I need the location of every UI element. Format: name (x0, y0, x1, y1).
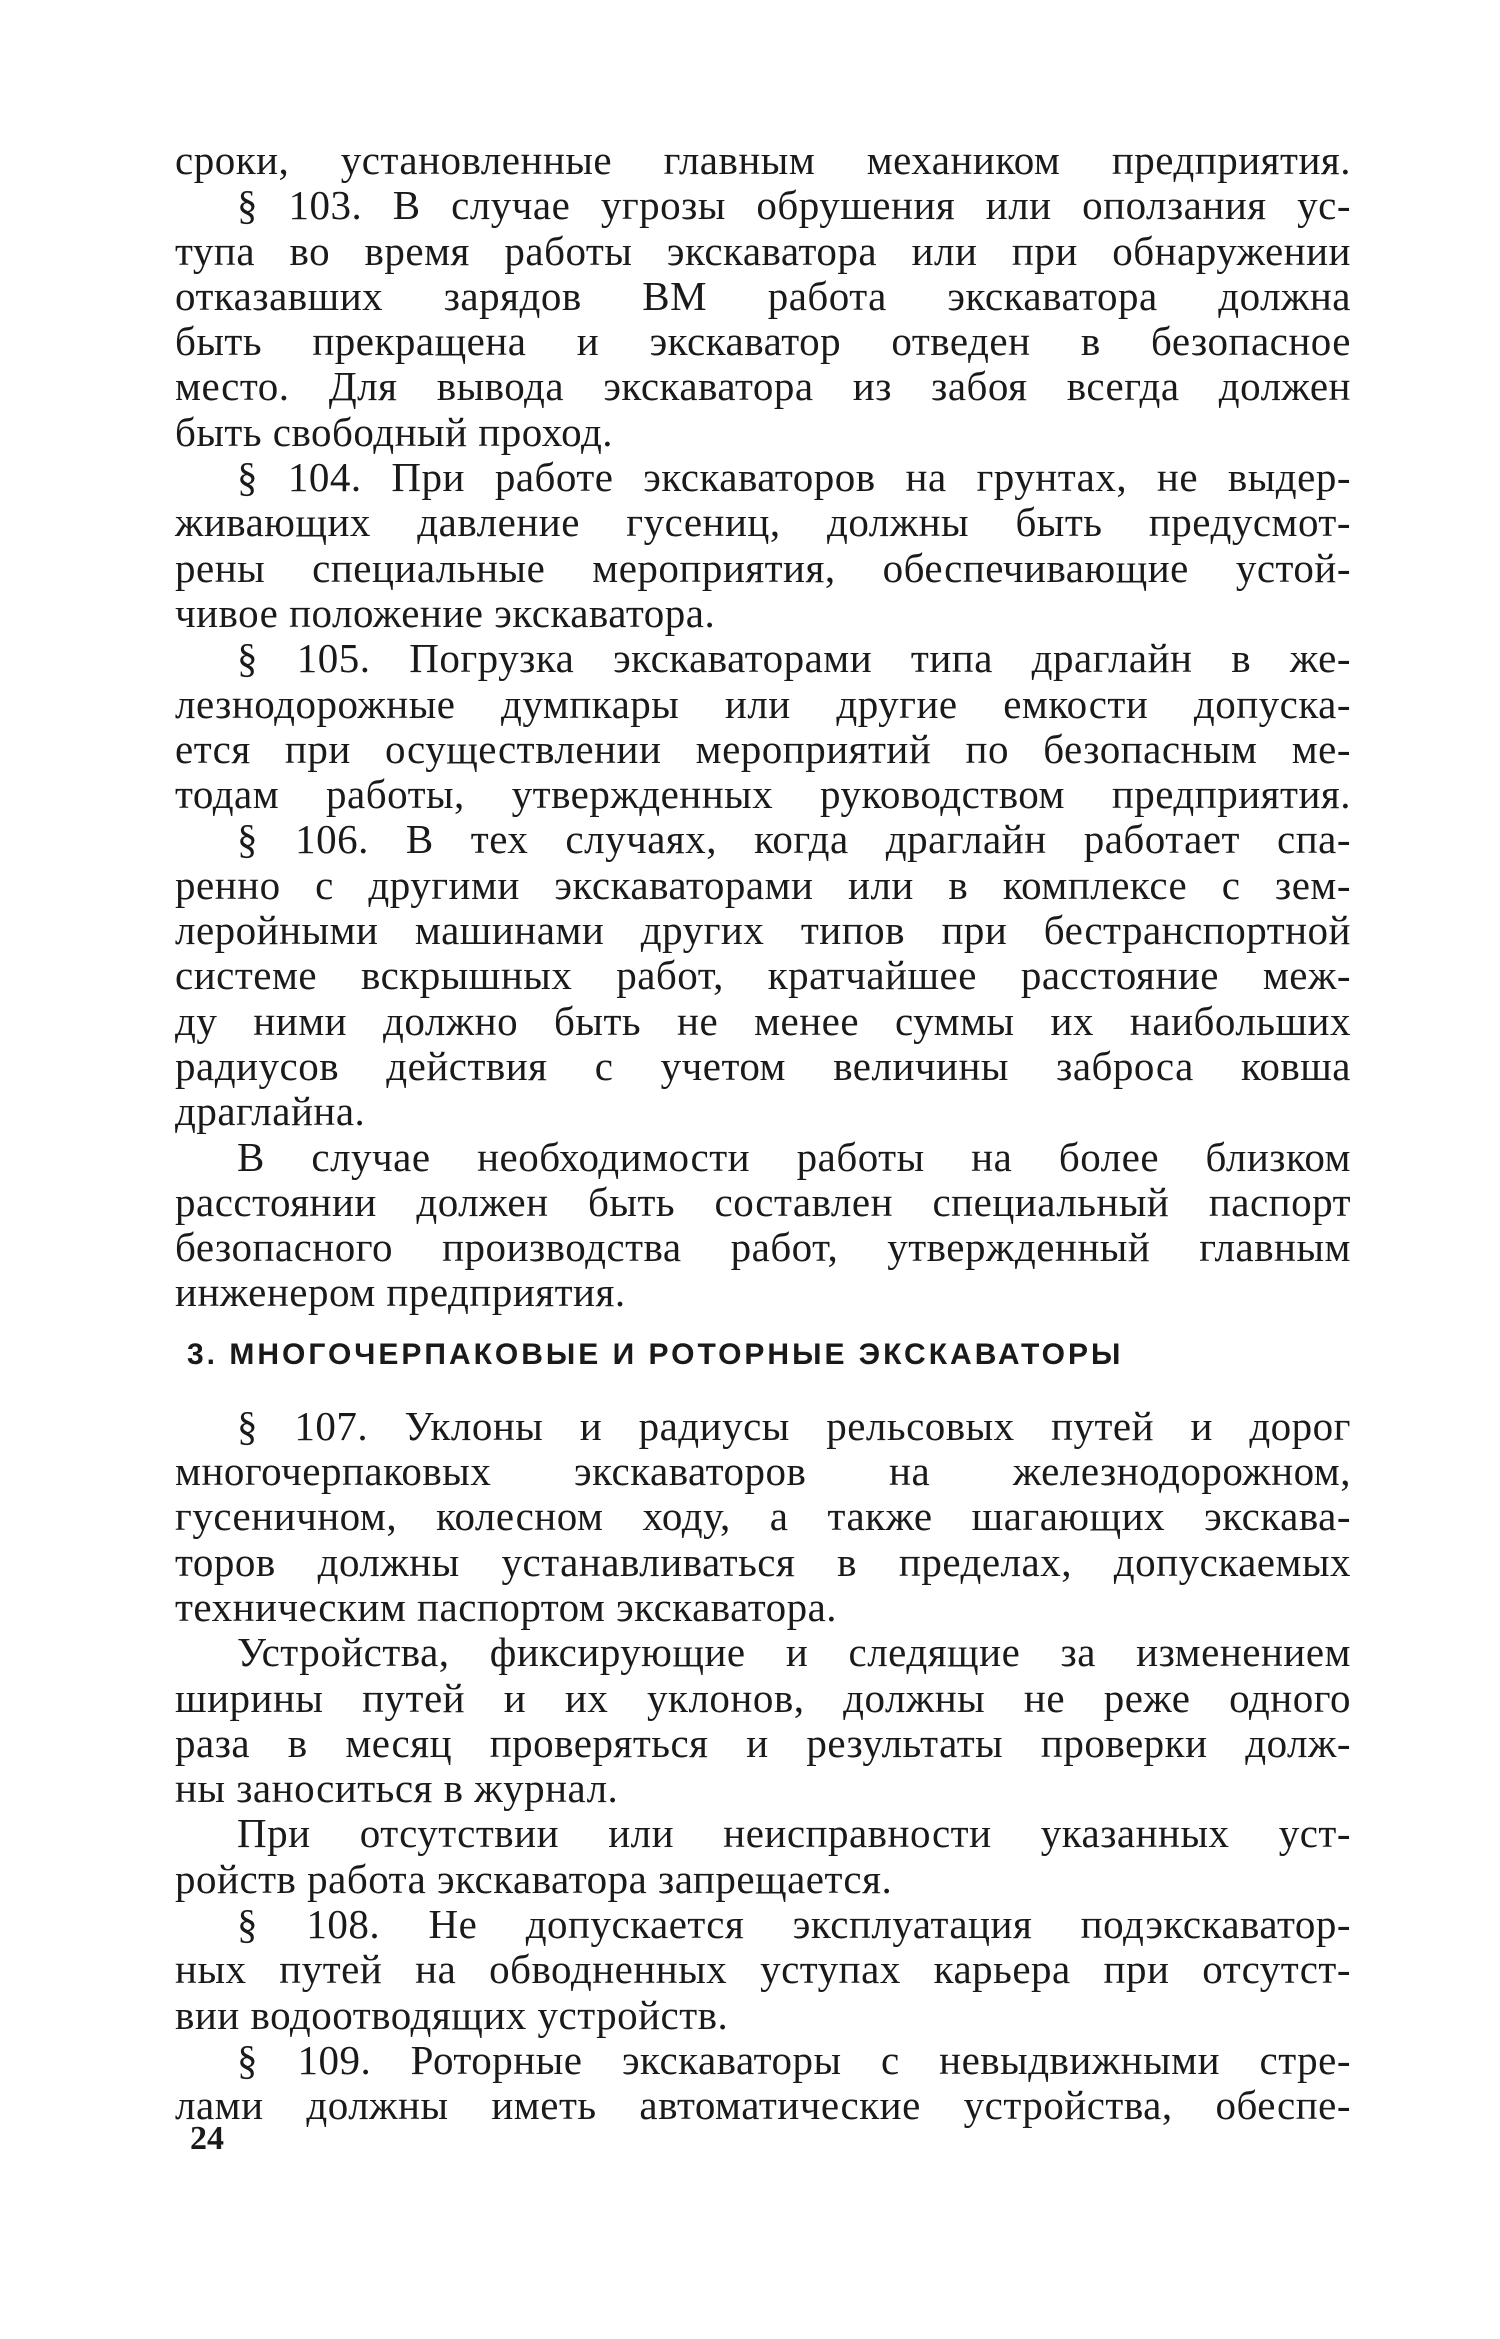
text-line: рены специальные мероприятия, обеспечивающие устой- (175, 544, 1351, 591)
text-line: радиусов действия с учетом величины заброса ковша (175, 1042, 1351, 1089)
text-line: ется при осуществлении мероприятий по безопасным ме- (175, 725, 1351, 772)
paragraph-line: При отсутствии или неисправности указанных уст- (237, 1810, 1351, 1857)
text-line: техническим паспортом экскаватора. (175, 1583, 838, 1630)
text-line: тодам работы, утвержденных руководством предприятия. (175, 771, 1351, 818)
text-line: место. Для вывода экскаватора из забоя всегда должен (175, 363, 1351, 410)
text-line: торов должны устанавливаться в пределах, допускаемых (175, 1538, 1351, 1585)
text-line: ду ними должно быть не менее суммы их наибольших (175, 997, 1351, 1044)
paragraph-108-line: § 108. Не допускается эксплуатация подэкскаватор- (237, 1900, 1351, 1947)
text-line: тупа во время работы экскаватора или при обнаружении (175, 227, 1351, 274)
text-line: сроки, установленные главным механиком предприятия. (175, 137, 1351, 183)
text-line: ны заноситься в журнал. (175, 1765, 619, 1812)
text-line: инженером предприятия. (175, 1269, 626, 1316)
text-line: многочерпаковых экскаваторов на железнодорожном, (175, 1448, 1351, 1495)
text-line: гусеничном, колесном ходу, а также шагающих экскава- (175, 1493, 1351, 1540)
text-line: раза в месяц проверяться и результаты проверки долж- (175, 1719, 1351, 1766)
text-line: ных путей на обводненных уступах карьера при отсутст- (175, 1946, 1351, 1993)
text-line: лами должны иметь автоматические устройства, обеспе- (175, 2082, 1351, 2129)
text-line: драглайна. (175, 1088, 366, 1135)
text-line: леройными машинами других типов при бестранспортной (175, 907, 1351, 954)
text-line: лезнодорожные думпкары или другие емкости допуска- (175, 680, 1351, 727)
paragraph-106-line: § 106. В тех случаях, когда драглайн работает спа- (237, 816, 1351, 863)
paragraph-105-line: § 105. Погрузка экскаваторами типа драглайн в же- (237, 635, 1351, 682)
text-line: ширины путей и их уклонов, должны не реже одного (175, 1674, 1351, 1721)
text-line: безопасного производства работ, утвержденный главным (175, 1224, 1351, 1271)
text-line: быть свободный проход. (175, 408, 614, 455)
paragraph-109-line: § 109. Роторные экскаваторы с невыдвижными стре- (237, 2036, 1351, 2083)
text-line: системе вскрышных работ, кратчайшее расстояние меж- (175, 952, 1351, 999)
text-line: ройств работа экскаватора запрещается. (175, 1855, 893, 1902)
body-text (175, 138, 1351, 2128)
paragraph-104-line: § 104. При работе экскаваторов на грунтах, не выдер- (237, 454, 1351, 501)
text-line: вии водоотводящих устройств. (175, 1991, 729, 2038)
text-line: быть прекращена и экскаватор отведен в безопасное (175, 318, 1351, 365)
text-line: живающих давление гусениц, должны быть предусмот- (175, 499, 1351, 546)
text-line: расстоянии должен быть составлен специальный паспорт (175, 1178, 1351, 1225)
section-heading: 3. МНОГОЧЕРПАКОВЫЕ И РОТОРНЫЕ ЭКСКАВАТОРЫ (187, 1337, 1124, 1371)
text-line: ренно с другими экскаваторами или в комплексе с зем- (175, 861, 1351, 908)
paragraph-line: В случае необходимости работы на более близком (237, 1133, 1351, 1180)
text-line: чивое положение экскаватора. (175, 589, 716, 636)
paragraph-103-line: § 103. В случае угрозы обрушения или оползания ус- (237, 182, 1351, 229)
page-number: 24 (190, 2120, 224, 2157)
paragraph-107-line: § 107. Уклоны и радиусы рельсовых путей и дорог (237, 1402, 1351, 1449)
paragraph-line: Устройства, фиксирующие и следящие за изменением (237, 1629, 1351, 1676)
text-line: отказавших зарядов ВМ работа экскаватора должна (175, 272, 1351, 319)
